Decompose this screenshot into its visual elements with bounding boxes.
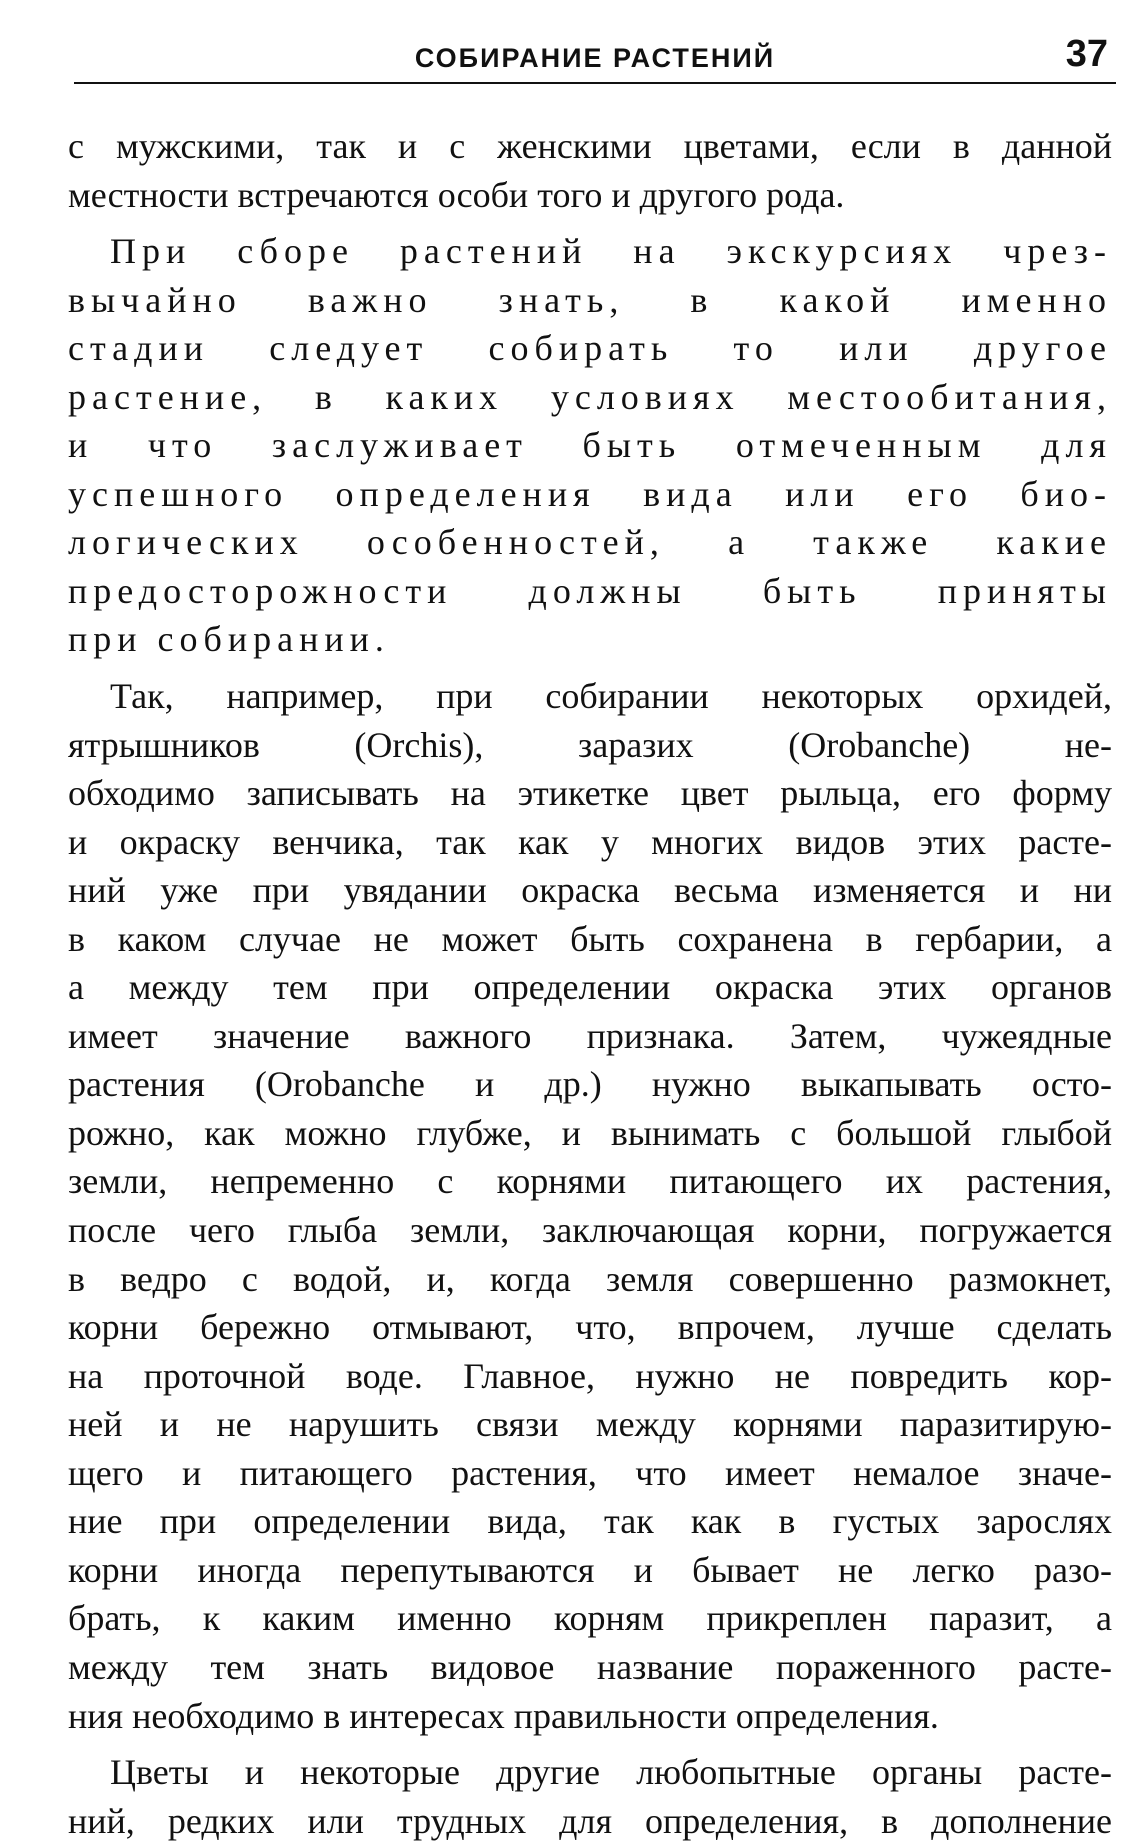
- text-line: стадии следует собирать то или другое: [68, 328, 1112, 369]
- text-line: При сборе растений на экскурсиях чрез-: [110, 231, 1112, 272]
- text-line: обходимо записывать на этикетке цвет рыльца, его форму: [68, 773, 1112, 814]
- text-line: щего и питающего растения, что имеет немалое значе-: [68, 1452, 1112, 1493]
- paragraph-gap: [68, 664, 1112, 672]
- text-line: в ведро с водой, и, когда земля совершенно размокнет,: [68, 1258, 1112, 1299]
- text-line: ние при определении вида, так как в густых зарослях: [68, 1501, 1112, 1542]
- text-line: рожно, как можно глубже, и вынимать с большой глыбой: [68, 1112, 1112, 1153]
- text-line: местности встречаются особи того и другого рода.: [68, 174, 845, 215]
- text-line: Так, например, при собирании некоторых орхидей,: [110, 676, 1112, 717]
- text-line: предосторожности должны быть приняты: [68, 570, 1112, 611]
- text-line: с мужскими, так и с женскими цветами, если в данной: [68, 126, 1112, 166]
- running-title: СОБИРАНИЕ РАСТЕНИЙ: [414, 43, 776, 73]
- text-line: ния необходимо в интересах правильности определения.: [68, 1695, 939, 1736]
- running-head: [74, 28, 1116, 84]
- text-line: и окраску венчика, так как у многих видов этих расте-: [68, 821, 1112, 862]
- text-line: ний уже при увядании окраска весьма изменяется и ни: [68, 870, 1112, 911]
- page-number: 37: [1065, 33, 1108, 75]
- text-line: а между тем при определении окраска этих органов: [68, 967, 1112, 1008]
- text-line: растения (Orobanche и др.) нужно выкапывать осто-: [68, 1064, 1112, 1105]
- text-line: корни иногда перепутываются и бывает не легко разо-: [68, 1549, 1112, 1590]
- body-text: [68, 122, 1112, 1845]
- text-line: в каком случае не может быть сохранена в гербарии, а: [68, 918, 1112, 959]
- text-line: растение, в каких условиях местообитания,: [68, 376, 1112, 417]
- text-line: ятрышников (Orchis), заразих (Orobanche) не-: [68, 724, 1112, 765]
- text-line: ний, редких или трудных для определения, в дополнение: [68, 1800, 1112, 1841]
- text-line: корни бережно отмывают, что, впрочем, лучше сделать: [68, 1307, 1112, 1348]
- text-line: имеет значение важного признака. Затем, чужеядные: [68, 1015, 1112, 1056]
- text-line: между тем знать видовое название пораженного расте-: [68, 1646, 1112, 1687]
- header-rule: [74, 82, 1116, 84]
- text-line: брать, к каким именно корням прикреплен паразит, а: [68, 1598, 1112, 1639]
- paragraph-gap: [68, 219, 1112, 227]
- text-line: земли, непременно с корнями питающего их растения,: [68, 1161, 1112, 1202]
- text-line: после чего глыба земли, заключающая корни, погружается: [68, 1210, 1112, 1251]
- text-line: при собирании.: [68, 619, 390, 660]
- text-line: вычайно важно знать, в какой именно: [68, 279, 1112, 320]
- text-line: на проточной воде. Главное, нужно не повредить кор-: [68, 1355, 1112, 1396]
- text-line: логических особенностей, а также какие: [68, 522, 1112, 563]
- text-line: успешного определения вида или его био-: [68, 473, 1112, 514]
- text-line: и что заслуживает быть отмеченным для: [68, 425, 1112, 466]
- text-line: ней и не нарушить связи между корнями паразитирую-: [68, 1404, 1112, 1445]
- text-line: Цветы и некоторые другие любопытные органы расте-: [110, 1752, 1112, 1793]
- paragraph-gap: [68, 1740, 1112, 1748]
